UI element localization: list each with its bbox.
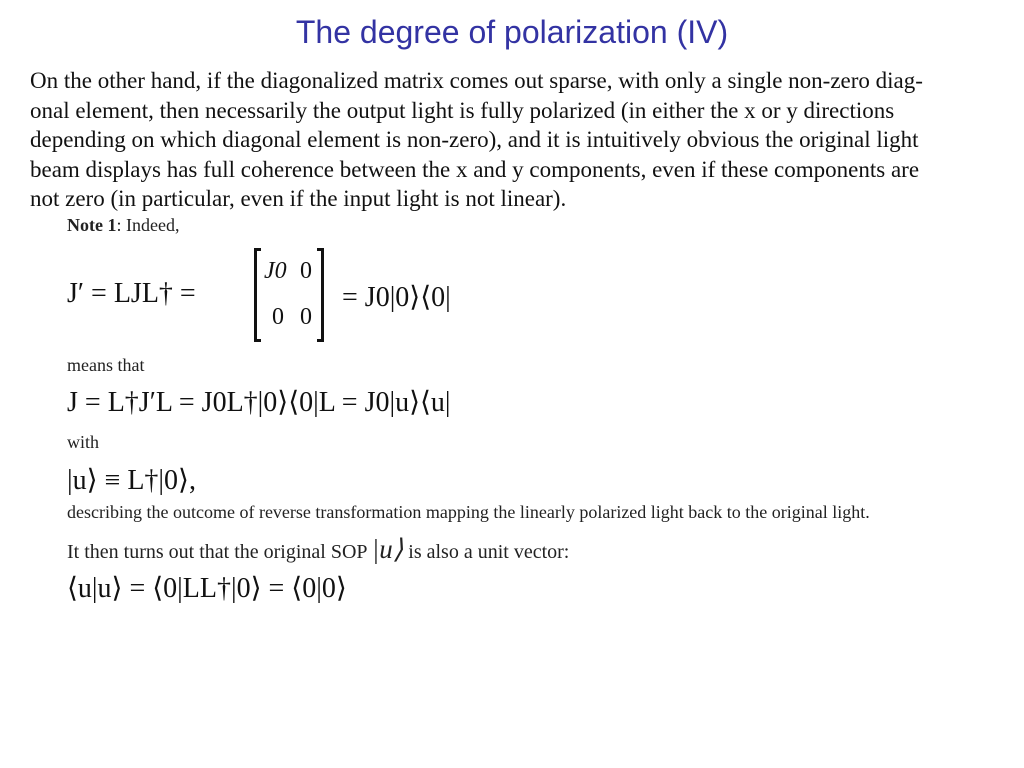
note-text: : Indeed, bbox=[116, 215, 180, 235]
paragraph-line: beam displays has full coherence between the x and y components, even if these components are bbox=[30, 156, 920, 182]
describing-text: describing the outcome of reverse transformation mapping the linearly polarized light back to the original light. bbox=[67, 502, 870, 522]
equation-4: ⟨u|u⟩ = ⟨0|LL†|0⟩ = ⟨0|0⟩ bbox=[67, 573, 347, 604]
matrix-cell: 0 bbox=[272, 304, 284, 330]
equation-1-right: = J0|0⟩⟨0| bbox=[342, 282, 451, 313]
paragraph-line: not zero (in particular, even if the input light is not linear). bbox=[30, 186, 567, 211]
ket-u-symbol: |u⟩ bbox=[371, 534, 404, 564]
equation-1-left: J′ = LJL† = bbox=[67, 278, 196, 309]
with-text: with bbox=[67, 432, 100, 452]
sop-text-before: It then turns out that the original SOP bbox=[67, 541, 367, 563]
matrix-cell: J0 bbox=[264, 258, 287, 284]
equation-2: J = L†J′L = J0L†|0⟩⟨0|L = J0|u⟩⟨u| bbox=[67, 387, 451, 418]
matrix-cell: 0 bbox=[300, 258, 312, 284]
matrix-left-bracket bbox=[254, 248, 261, 342]
means-that-text: means that bbox=[67, 355, 145, 375]
note-heading bbox=[67, 215, 179, 236]
equation-3: |u⟩ ≡ L†|0⟩, bbox=[67, 465, 196, 496]
matrix-cell: 0 bbox=[300, 304, 312, 330]
slide-title: The degree of polarization (IV) bbox=[295, 14, 729, 50]
paragraph-line: On the other hand, if the diagonalized matrix comes out sparse, with only a single non-zero diag- bbox=[30, 68, 923, 93]
sop-line bbox=[67, 534, 569, 565]
paragraph-line: depending on which diagonal element is non-zero), and it is intuitively obvious the original light bbox=[30, 127, 919, 152]
paragraph-line: onal element, then necessarily the output light is fully polarized (in either the x or y directions bbox=[30, 97, 895, 123]
intro-paragraph bbox=[30, 66, 923, 214]
sop-text-after: is also a unit vector: bbox=[408, 541, 570, 563]
matrix-2x2 bbox=[254, 248, 324, 342]
note-label: Note 1 bbox=[67, 215, 117, 235]
matrix-right-bracket bbox=[317, 248, 324, 342]
